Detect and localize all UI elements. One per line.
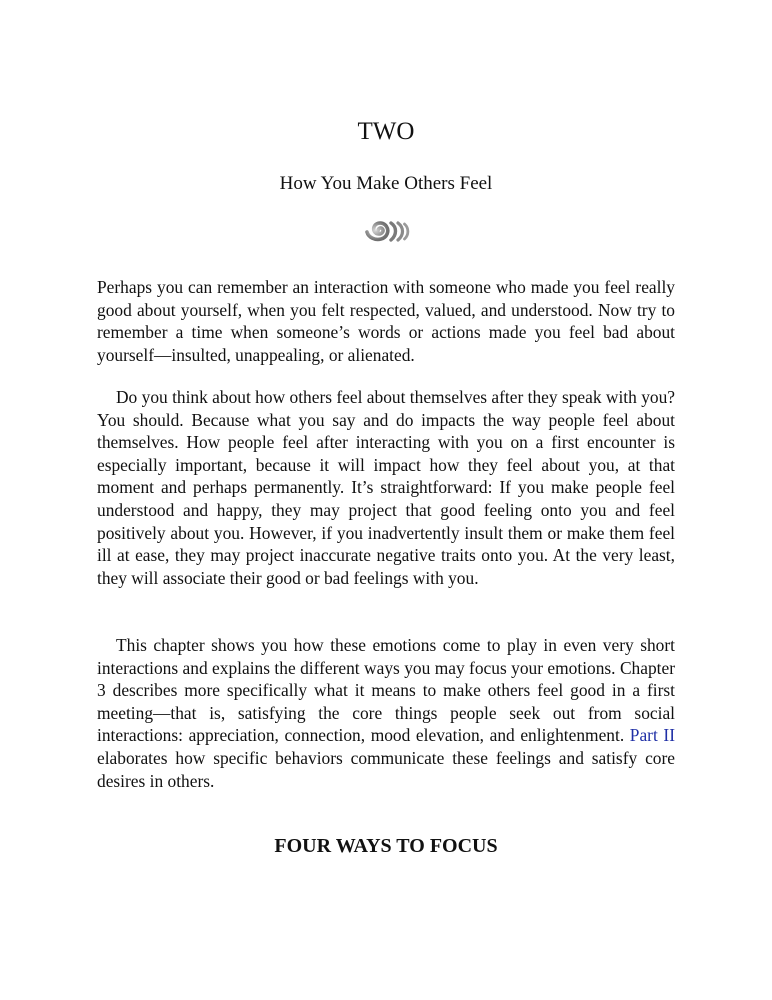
chapter-number: TWO (357, 118, 415, 145)
chapter-title: How You Make Others Feel (279, 173, 493, 194)
paragraph-text-before-link: This chapter shows you how these emotions come to play in even very short interactions and explains the different ways you may focus your emotions. Chapter 3 describes more specifically what it means to make others feel good in a first meeting—that is, satisfying the core things people seek out from social interactions: appreciation, connection, mood elevation, and enlightenment. (97, 635, 675, 746)
paragraph-text-after-link: elaborates how specific behaviors communicate these feelings and satisfy core desires in others. (97, 747, 675, 791)
swirl-ornament-icon (364, 218, 410, 244)
part-two-link[interactable]: Part II (629, 725, 675, 746)
section-heading: FOUR WAYS TO FOCUS (274, 835, 498, 857)
paragraph-impact: Do you think about how others feel about themselves after they speak with you? You should. Because what you say and do impacts the way people feel about themselves. How people feel after interacting with you on a first encounter is especially important, because it will impact how they feel about you, at that moment and perhaps permanently. It’s straightforward: If you make people feel understood and happy, they may project that good feeling onto you and feel positively about you. However, if you inadvertently insult them or make them feel ill at ease, they may project inaccurate negative traits onto you. At the very least, they will associate their good or bad feelings with you. (97, 387, 675, 588)
paragraph-chapter-overview (97, 634, 675, 792)
paragraph-intro: Perhaps you can remember an interaction with someone who made you feel really good about yourself, when you felt respected, valued, and understood. Now try to remember a time when someone’s words or actions made you feel bad about yourself—insulted, unappealing, or alienated. (97, 277, 675, 365)
